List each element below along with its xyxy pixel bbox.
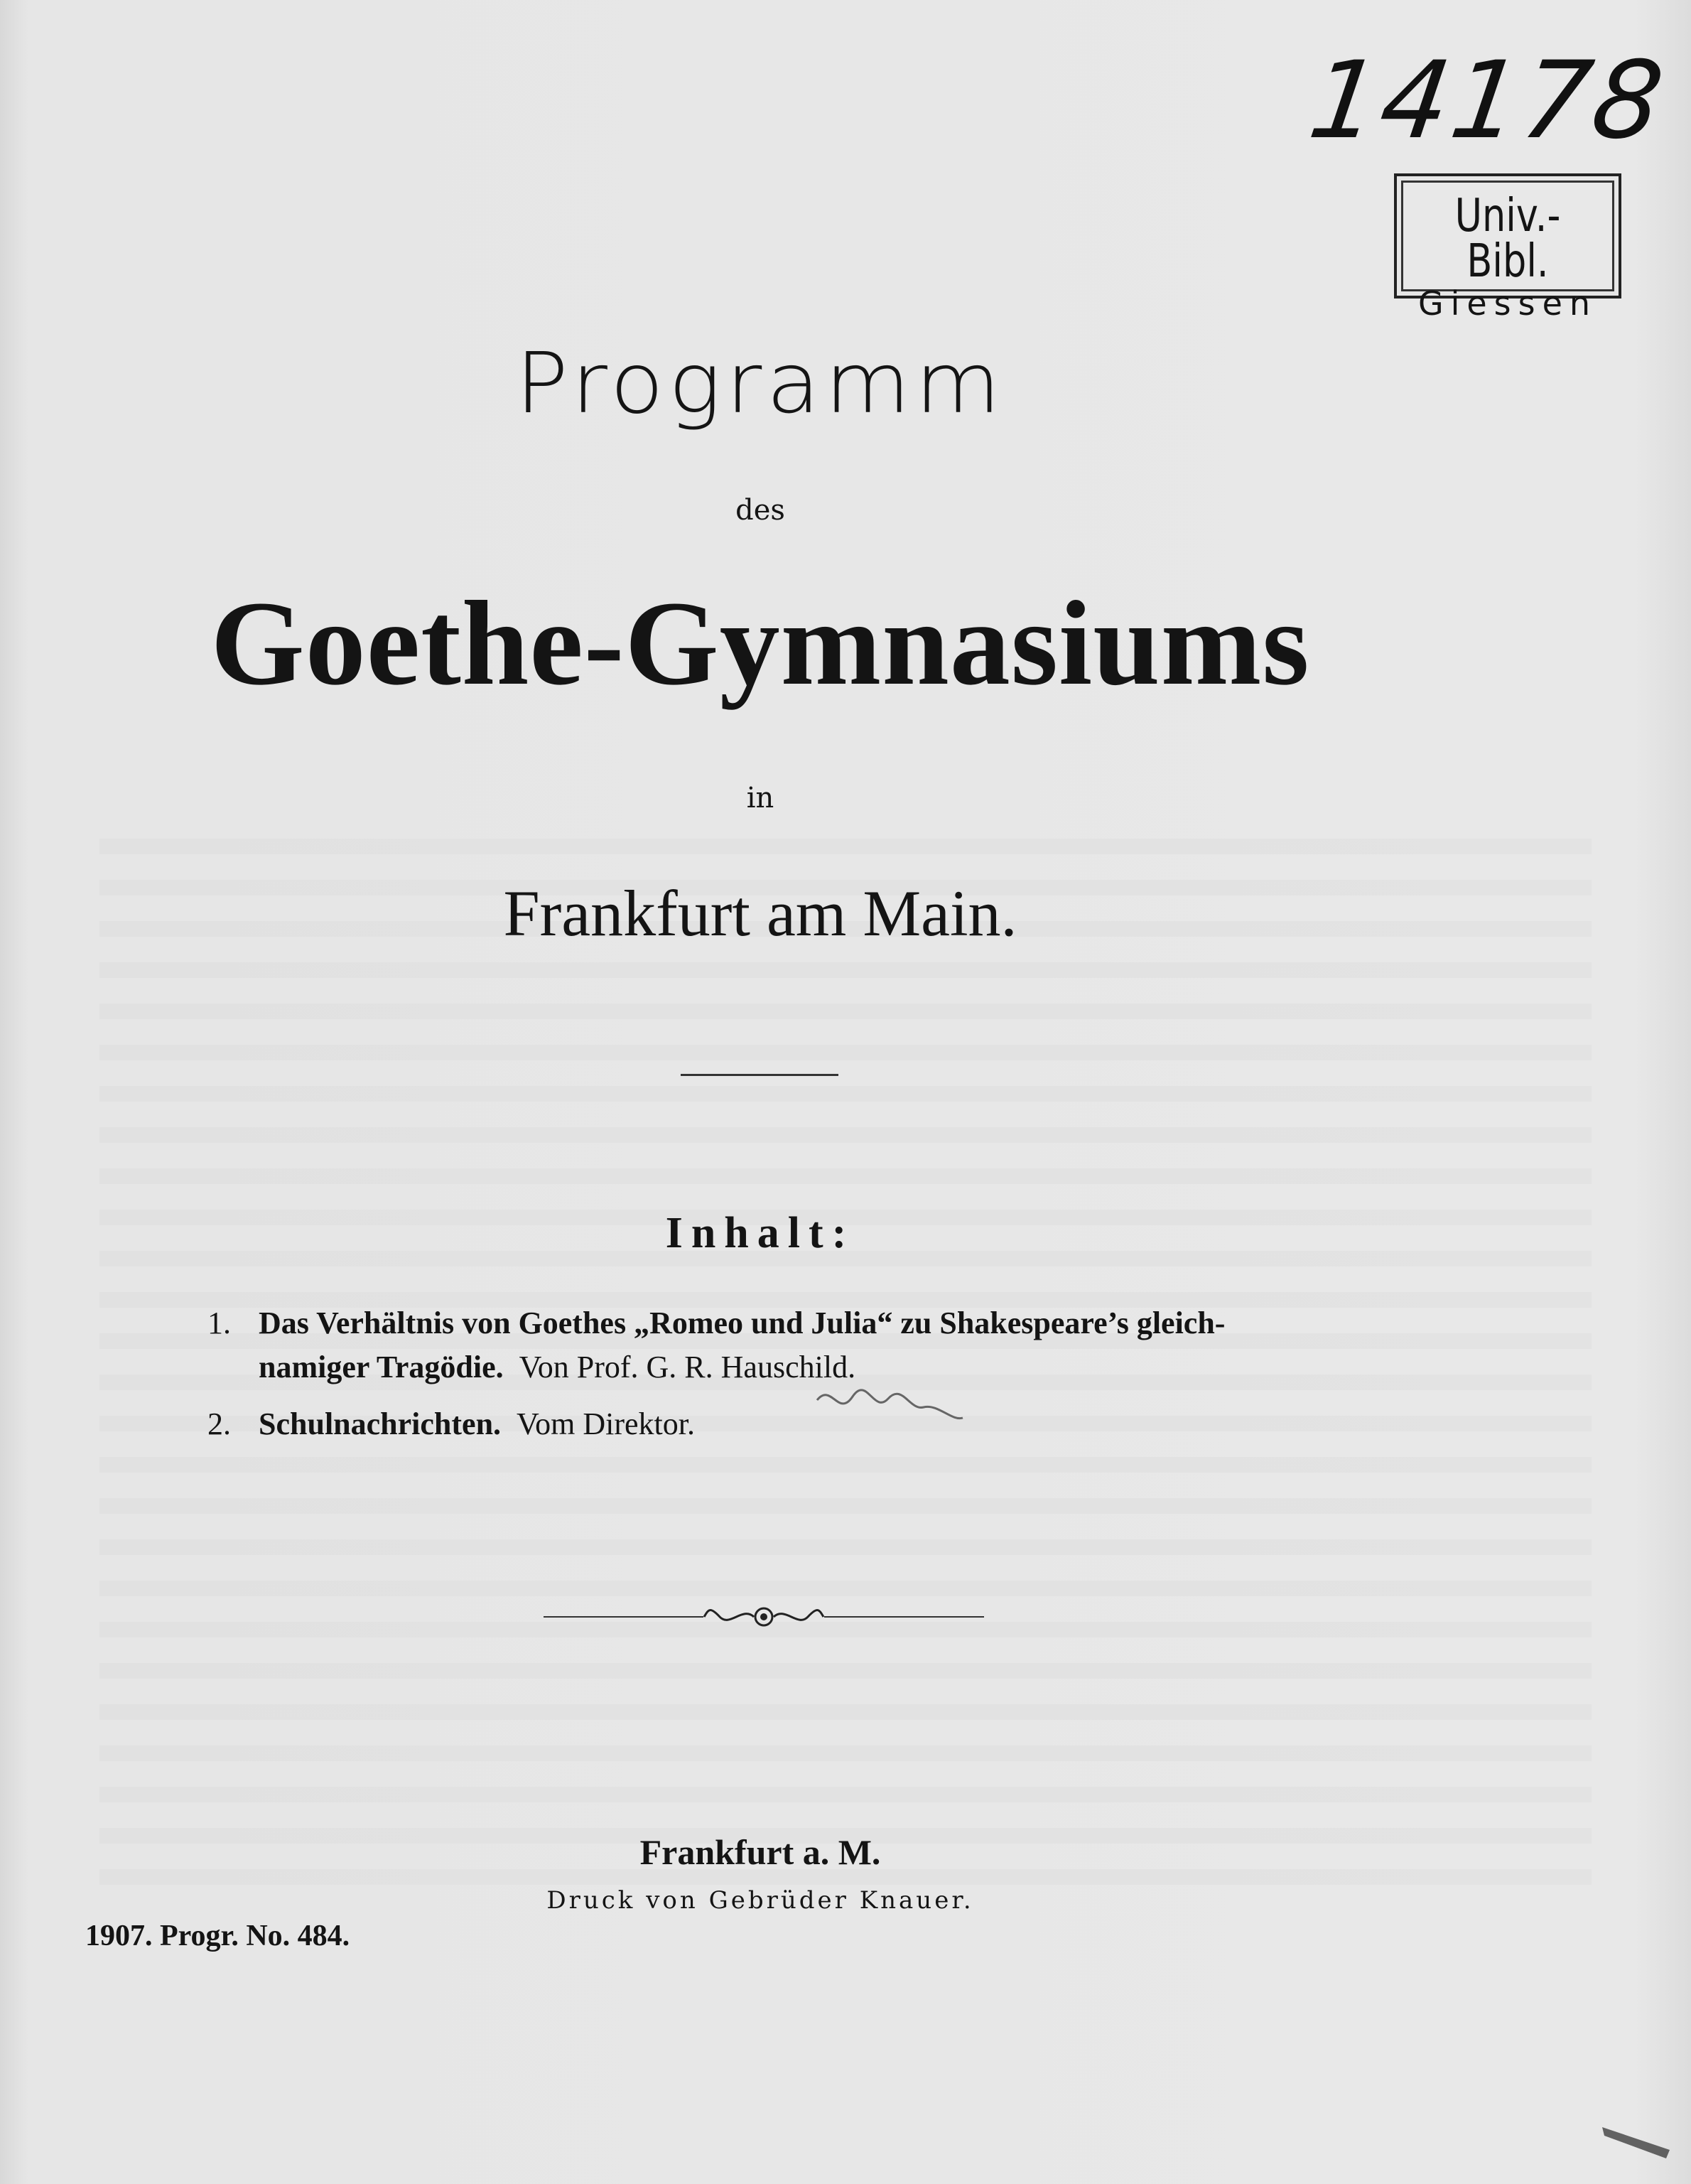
imprint-printer: Druck von Gebrüder Knauer. — [546, 1886, 974, 1915]
program-number: 1907. Progr. No. 484. — [85, 1920, 350, 1952]
title-programm: Programm — [515, 334, 1005, 432]
library-stamp — [1394, 173, 1621, 323]
toc-item-title: Schulnachrichten. — [259, 1406, 502, 1441]
stamp-line-1: Univ.-Bibl. — [1454, 190, 1561, 288]
handwritten-shelfmark: 14178 — [1302, 39, 1673, 163]
pencil-scribble — [810, 1379, 966, 1436]
toc-item-1 — [207, 1308, 1225, 1339]
city-title: Frankfurt am Main. — [503, 877, 1017, 950]
imprint-city: Frankfurt a. M. — [639, 1832, 881, 1872]
ink-smudge — [1599, 2121, 1677, 2164]
title-des: des — [735, 494, 785, 527]
toc-item-number: 1. — [207, 1306, 231, 1340]
toc-item-author: Von Prof. G. R. Hauschild. — [519, 1350, 856, 1384]
divider-rule — [681, 1074, 838, 1076]
title-in: in — [746, 782, 774, 814]
contents-heading: Inhalt: — [665, 1209, 855, 1257]
school-name: Goethe-Gymnasiums — [210, 576, 1310, 710]
toc-item-author: Vom Direktor. — [517, 1406, 696, 1441]
toc-item-title-line1: Das Verhältnis von Goethes „Romeo und Julia“ zu Shakespeare’s gleich- — [259, 1306, 1226, 1340]
toc-item-1-continued — [259, 1352, 855, 1383]
toc-item-title-line2: namiger Tragödie. — [259, 1350, 504, 1384]
toc-item-2 — [207, 1406, 696, 1441]
ornament-divider — [544, 1603, 984, 1631]
toc-item-number: 2. — [207, 1406, 231, 1441]
stamp-line-2: Giessen — [1417, 284, 1598, 323]
